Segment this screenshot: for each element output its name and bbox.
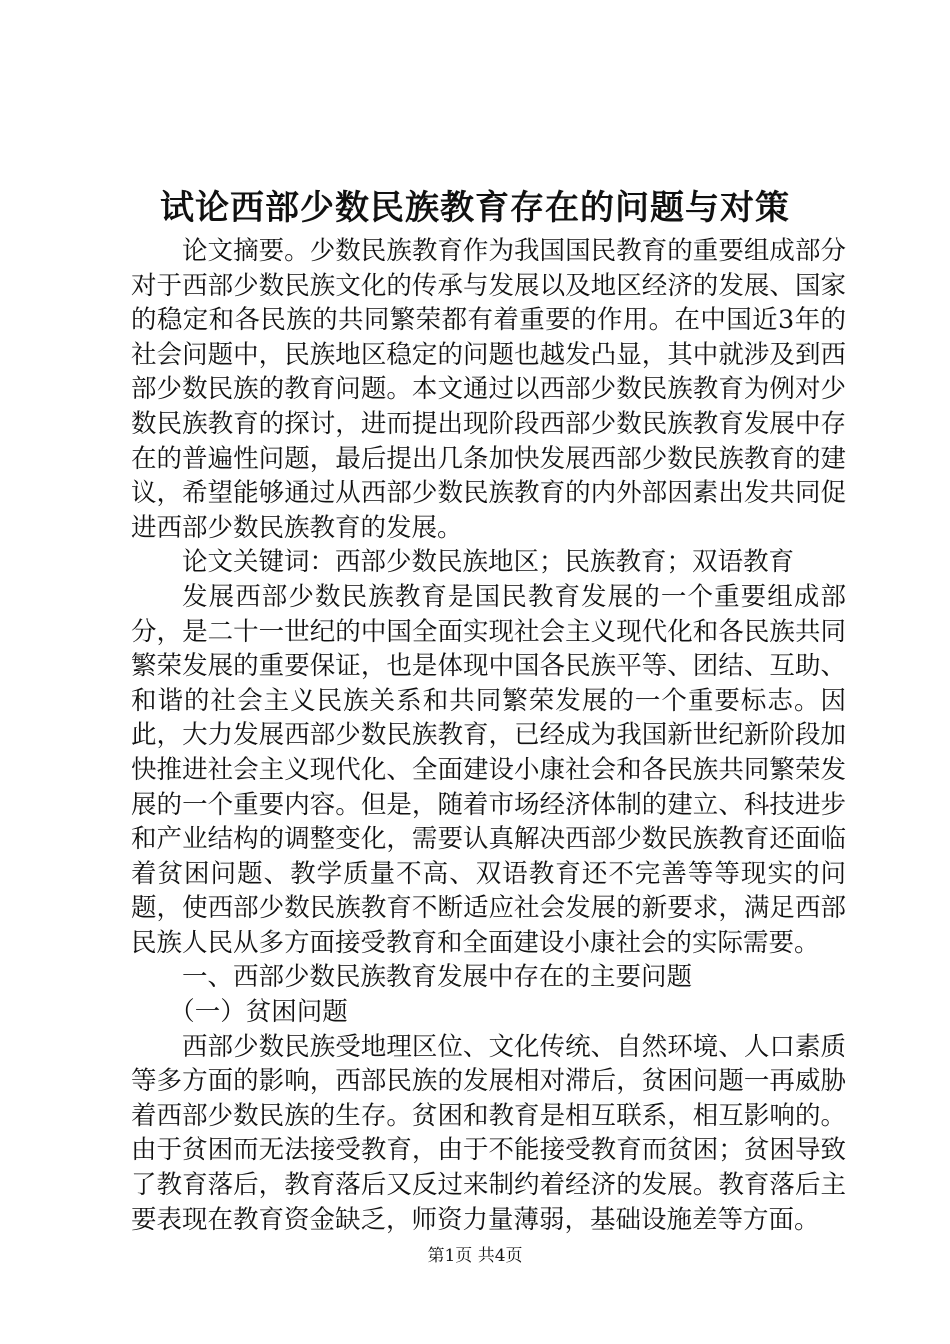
- keywords-paragraph: 论文关键词：西部少数民族地区；民族教育；双语教育: [182, 547, 795, 578]
- section-heading: 一、西部少数民族教育发展中存在的主要问题: [182, 962, 693, 993]
- subsection-heading: （一）贫困问题: [169, 997, 348, 1028]
- poverty-paragraph: 西部少数民族受地理区位、文化传统、自然环境、人口素质等多方面的影响，西部民族的发展相对滞后，贫困问题一再威胁着西部少数民族的生存。贫困和教育是相互联系，相互影响的。由于贫困而无法接受教育，由于不能接受教育而贫困；贫困导致了教育落后，教育落后又反过来制约着经济的发展。教育落后主要表现在教育资金缺乏，师资力量薄弱，基础设施差等方面。: [131, 1031, 846, 1235]
- page-footer: 第1页 共4页: [427, 1246, 523, 1266]
- abstract-paragraph: 论文摘要。少数民族教育作为我国国民教育的重要组成部分对于西部少数民族文化的传承与发展以及地区经济的发展、国家的稳定和各民族的共同繁荣都有着重要的作用。在中国近3年的社会问题中，民族地区稳定的问题也越发凸显，其中就涉及到西部少数民族的教育问题。本文通过以西部少数民族教育为例对少数民族教育的探讨，进而提出现阶段西部少数民族教育发展中存在的普遍性问题，最后提出几条加快发展西部少数民族教育的建议，希望能够通过从西部少数民族教育的内外部因素出发共同促进西部少数民族教育的发展。: [131, 236, 846, 543]
- document-title: 试论西部少数民族教育存在的问题与对策: [160, 188, 790, 228]
- document-body: [131, 234, 846, 1237]
- intro-paragraph: 发展西部少数民族教育是国民教育发展的一个重要组成部分，是二十一世纪的中国全面实现社会主义现代化和各民族共同繁荣发展的重要保证，也是体现中国各民族平等、团结、互助、和谐的社会主义民族关系和共同繁荣发展的一个重要标志。因此，大力发展西部少数民族教育，已经成为我国新世纪新阶段加快推进社会主义现代化、全面建设小康社会和各民族共同繁荣发展的一个重要内容。但是，随着市场经济体制的建立、科技进步和产业结构的调整变化，需要认真解决西部少数民族教育还面临着贫困问题、教学质量不高、双语教育还不完善等等现实的问题，使西部少数民族教育不断适应社会发展的新要求，满足西部民族人民从多方面接受教育和全面建设小康社会的实际需要。: [131, 581, 846, 958]
